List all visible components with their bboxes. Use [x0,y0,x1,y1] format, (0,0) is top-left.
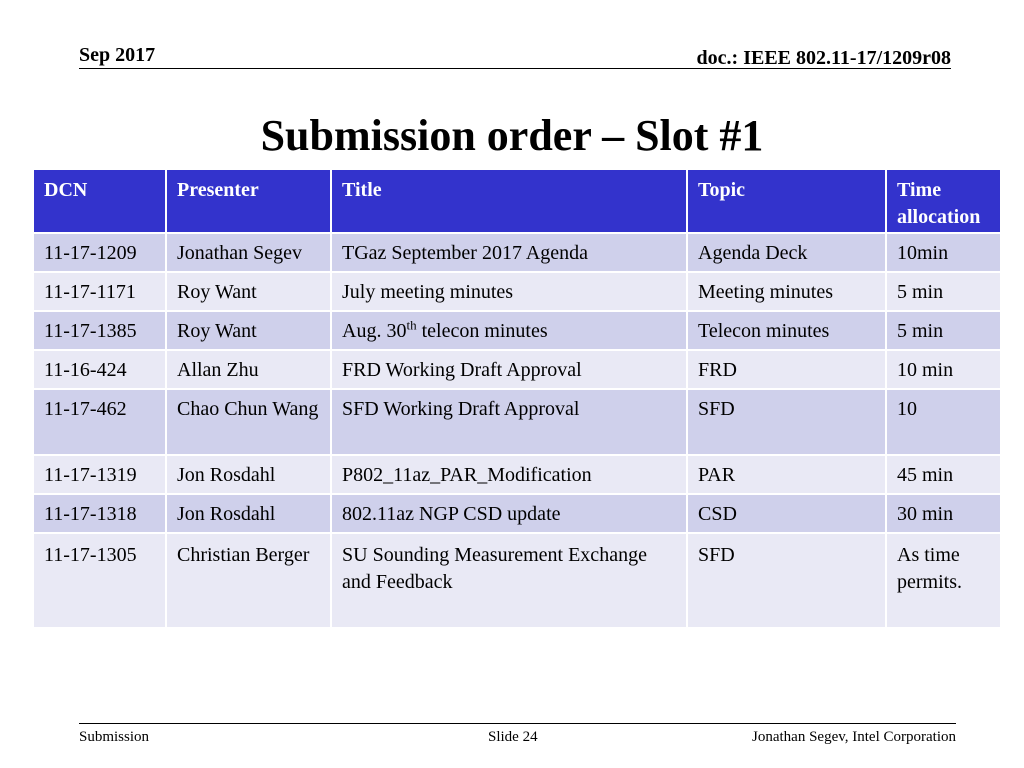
column-header-time: Time allocation [886,169,1001,233]
table-row [33,350,1001,389]
cell-title: FRD Working Draft Approval [331,350,687,389]
cell-presenter: Roy Want [166,272,331,311]
cell-presenter: Jon Rosdahl [166,455,331,494]
column-header-topic: Topic [687,169,886,233]
cell-dcn: 11-17-1209 [33,233,166,272]
table-row [33,533,1001,628]
cell-time: 45 min [886,455,1001,494]
cell-presenter: Roy Want [166,311,331,350]
cell-title: 802.11az NGP CSD update [331,494,687,533]
cell-time: 5 min [886,272,1001,311]
cell-dcn: 11-17-1318 [33,494,166,533]
table-header-row [33,169,1001,233]
cell-time: 10 min [886,350,1001,389]
cell-title: SFD Working Draft Approval [331,389,687,455]
cell-dcn: 11-17-1171 [33,272,166,311]
column-header-title: Title [331,169,687,233]
header-divider [79,68,951,69]
table-row [33,233,1001,272]
table-row [33,455,1001,494]
table-row [33,272,1001,311]
column-header-presenter: Presenter [166,169,331,233]
cell-dcn: 11-17-1305 [33,533,166,628]
cell-topic: CSD [687,494,886,533]
cell-topic: Telecon minutes [687,311,886,350]
table-row [33,389,1001,455]
cell-title [331,311,687,350]
header-date: Sep 2017 [79,44,156,66]
column-header-dcn: DCN [33,169,166,233]
cell-topic: Meeting minutes [687,272,886,311]
footer-slide-number: Slide 24 [488,729,538,745]
cell-title: SU Sounding Measurement Exchange and Feedback [331,533,687,628]
cell-time: 5 min [886,311,1001,350]
cell-presenter: Jon Rosdahl [166,494,331,533]
footer-author: Jonathan Segev, Intel Corporation [752,729,956,745]
cell-title: July meeting minutes [331,272,687,311]
slide-title: Submission order – Slot #1 [260,111,764,160]
submission-table [32,168,1002,629]
cell-dcn: 11-17-462 [33,389,166,455]
title-superscript: th [406,317,417,333]
cell-topic: PAR [687,455,886,494]
cell-presenter: Jonathan Segev [166,233,331,272]
title-text-pre: Aug. 30 [342,320,407,342]
cell-topic: SFD [687,389,886,455]
cell-time: 30 min [886,494,1001,533]
cell-dcn: 11-17-1385 [33,311,166,350]
table-row [33,311,1001,350]
cell-dcn: 11-17-1319 [33,455,166,494]
cell-time: 10 [886,389,1001,455]
cell-dcn: 11-16-424 [33,350,166,389]
cell-presenter: Chao Chun Wang [166,389,331,455]
cell-presenter: Allan Zhu [166,350,331,389]
cell-topic: FRD [687,350,886,389]
cell-title: TGaz September 2017 Agenda [331,233,687,272]
title-text-post: telecon minutes [416,320,548,342]
cell-presenter: Christian Berger [166,533,331,628]
cell-topic: Agenda Deck [687,233,886,272]
footer-divider [79,723,956,724]
footer-submission-label: Submission [79,729,150,745]
cell-time: As time permits. [886,533,1001,628]
header-doc-id: doc.: IEEE 802.11-17/1209r08 [696,47,951,69]
table-row [33,494,1001,533]
cell-title: P802_11az_PAR_Modification [331,455,687,494]
cell-topic: SFD [687,533,886,628]
cell-time: 10min [886,233,1001,272]
